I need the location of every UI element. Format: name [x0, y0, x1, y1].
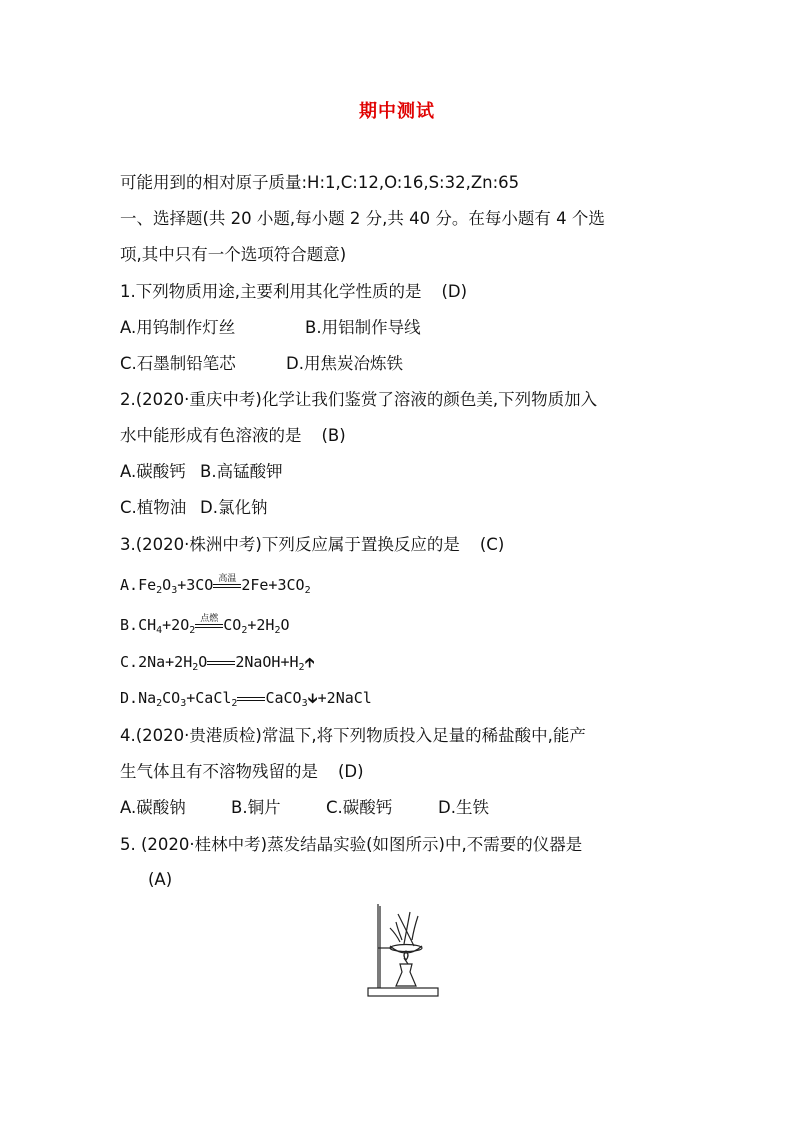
q2-options-row1	[120, 462, 283, 482]
q3-option-c-letter: C.	[120, 653, 139, 671]
reaction-equals	[207, 652, 235, 672]
q1-option-b: B.用铝制作导线	[305, 318, 421, 337]
reaction-equals	[237, 688, 265, 708]
precipitate-down-arrow-icon: 🡳	[307, 691, 318, 707]
q4-option-c: C.碳酸钙	[326, 798, 393, 817]
q3-stem	[120, 535, 504, 555]
q2-option-a: A.碳酸钙	[120, 462, 186, 481]
q1-option-d: D.用焦炭冶炼铁	[286, 354, 403, 373]
q1-stem-text: 1.下列物质用途,主要利用其化学性质的是	[120, 282, 422, 301]
q2-stem-line1: 2.(2020·重庆中考)化学让我们鉴赏了溶液的颜色美,下列物质加入	[120, 390, 598, 409]
q4-options	[120, 798, 489, 818]
q4-stem-text: 生气体且有不溶物残留的是	[120, 762, 318, 781]
q4-option-b: B.铜片	[231, 798, 281, 817]
q3-option-c: $C.2Na+2H_2O$ $2NaOH+H_2🡱$	[120, 653, 315, 673]
section-heading-line1: 一、选择题(共 20 小题,每小题 2 分,共 40 分。在每小题有 4 个选	[120, 209, 605, 228]
q3-option-b-letter: B.	[120, 616, 139, 634]
q1-options-row2	[120, 354, 403, 374]
q3-stem-text: 3.(2020·株洲中考)下列反应属于置换反应的是	[120, 535, 460, 554]
q2-option-c: C.植物油	[120, 498, 187, 517]
q2-stem-line2	[120, 426, 346, 446]
q3-option-a: $A.Fe_2O_3+3CO$ 高温 $2Fe+3CO_2$	[120, 574, 311, 596]
atomic-masses: 可能用到的相对原子质量:H:1,C:12,O:16,S:32,Zn:65	[120, 173, 520, 192]
glass-rod	[398, 914, 414, 946]
q3-option-b: $B.CH_4+2O_2$ 点燃 $CO_2+2H_2O$	[120, 614, 290, 636]
q3-option-d: $D.Na_2CO_3+CaCl_2$ CaCO$_3$🡳+2NaCl	[120, 689, 372, 709]
q2-options-row2	[120, 498, 267, 518]
q1-options-row1	[120, 318, 421, 338]
q3-option-a-letter: A.	[120, 576, 139, 594]
q2-stem-text: 水中能形成有色溶液的是	[120, 426, 302, 445]
q4-stem-line1: 4.(2020·贵港质检)常温下,将下列物质投入足量的稀盐酸中,能产	[120, 726, 586, 745]
q4-stem-line2	[120, 762, 364, 782]
q4-answer: (D)	[338, 762, 364, 781]
q1-stem	[120, 282, 467, 302]
evaporation-apparatus-figure	[360, 902, 444, 1000]
q1-option-a: A.用钨制作灯丝	[120, 318, 236, 337]
q5-stem: 5. (2020·桂林中考)蒸发结晶实验(如图所示)中,不需要的仪器是	[120, 835, 583, 854]
q1-option-c: C.石墨制铅笔芯	[120, 354, 236, 373]
q3-option-d-letter: D.	[120, 689, 139, 707]
reaction-condition-gaowen: 高温	[213, 575, 241, 595]
section-heading-line2: 项,其中只有一个选项符合题意)	[120, 245, 347, 264]
stand-base	[368, 988, 438, 996]
q5-answer: (A)	[148, 870, 173, 889]
q4-option-d: D.生铁	[438, 798, 489, 817]
q2-answer: (B)	[321, 426, 346, 445]
gas-up-arrow-icon: 🡱	[304, 655, 315, 671]
q3-answer: (C)	[479, 535, 505, 554]
reaction-condition-dianran: 点燃	[195, 615, 223, 635]
q1-answer: (D)	[441, 282, 468, 301]
page-title: 期中测试	[359, 101, 435, 122]
q2-option-d: D.氯化钠	[200, 498, 268, 517]
q4-option-a: A.碳酸钠	[120, 798, 186, 817]
q2-option-b: B.高锰酸钾	[200, 462, 283, 481]
alcohol-lamp	[396, 964, 416, 986]
